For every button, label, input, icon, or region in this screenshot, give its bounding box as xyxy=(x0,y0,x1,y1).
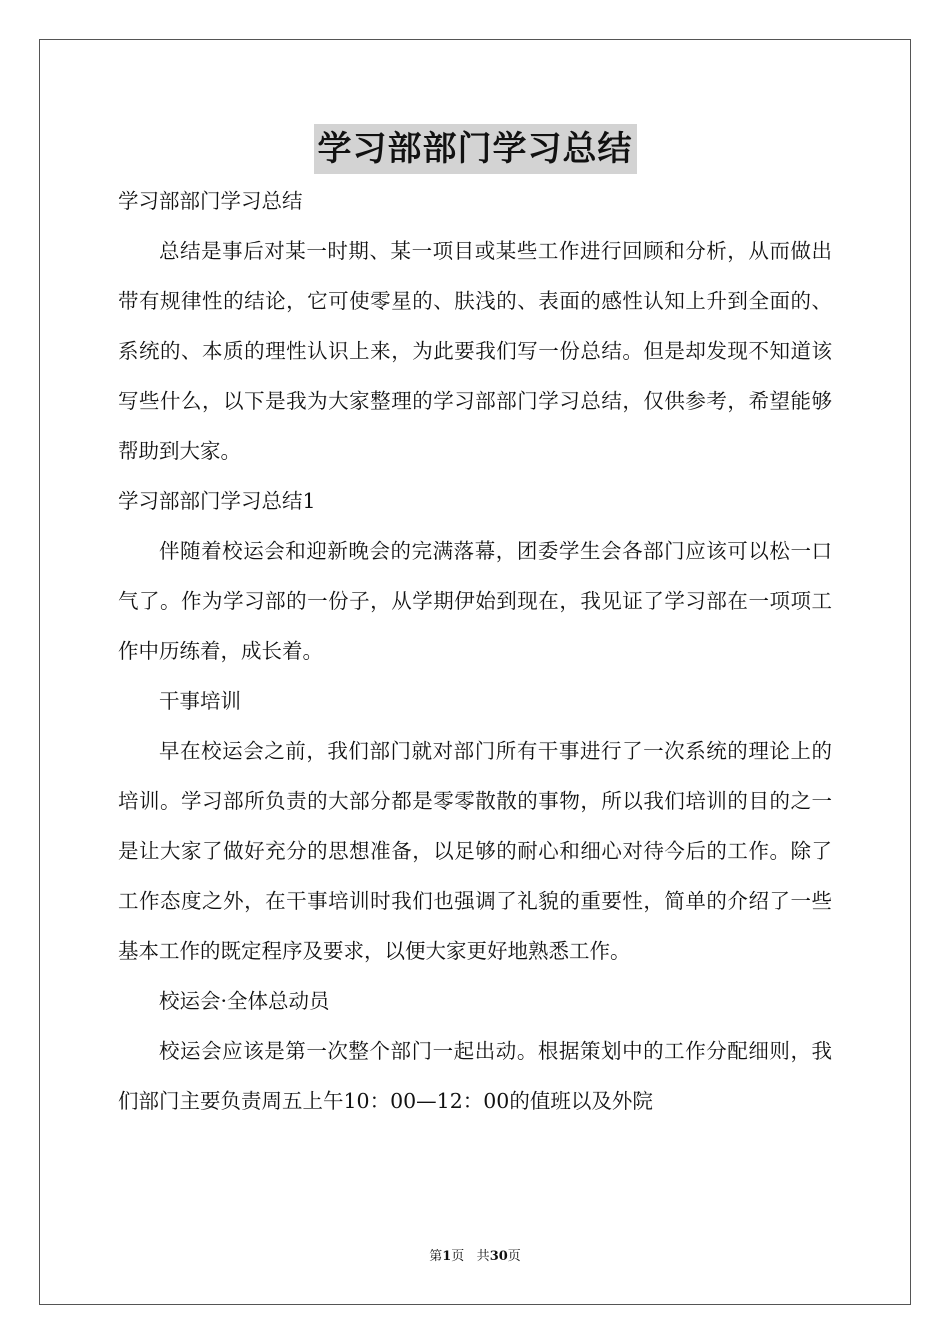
paragraph-training: 早在校运会之前，我们部门就对部门所有干事进行了一次系统的理论上的培训。学习部所负责的大部分都是零零散散的事物，所以我们培训的目的之一是让大家了做好充分的思想准备，以足够的耐心和细心对待今后的工作。除了工作态度之外，在干事培训时我们也强调了礼貌的重要性，简单的介绍了一些基本工作的既定程序及要求，以便大家更好地熟悉工作。 xyxy=(118,739,832,963)
title-container xyxy=(0,124,950,174)
total-pages: 30 xyxy=(489,1249,508,1264)
paragraph-sports-meet: 校运会应该是第一次整个部门一起出动。根据策划中的工作分配细则，我们部门主要负责周五上午10：00—12：00的值班以及外院 xyxy=(118,1039,832,1113)
document-title: 学习部部门学习总结 xyxy=(314,124,637,174)
total-suffix: 页 xyxy=(507,1249,521,1264)
intro-paragraph: 总结是事后对某一时期、某一项目或某些工作进行回顾和分析，从而做出带有规律性的结论，它可使零星的、肤浅的、表面的感性认知上升到全面的、系统的、本质的理性认识上来，为此要我们写一份总结。但是却发现不知道该写些什么，以下是我为大家整理的学习部部门学习总结，仅供参考，希望能够帮助到大家。 xyxy=(118,239,832,463)
subheading-sports-meet: 校运会·全体总动员 xyxy=(159,989,330,1013)
subheading-training: 干事培训 xyxy=(159,689,241,713)
total-prefix: 共 xyxy=(476,1249,490,1264)
page-number: 1 xyxy=(442,1249,452,1264)
paragraph-opening: 伴随着校运会和迎新晚会的完满落幕，团委学生会各部门应该可以松一口气了。作为学习部的一份子，从学期伊始到现在，我见证了学习部在一项项工作中历练着，成长着。 xyxy=(118,539,832,663)
page-prefix: 第 xyxy=(429,1249,443,1264)
subtitle-heading: 学习部部门学习总结 xyxy=(118,189,303,213)
section-heading-1: 学习部部门学习总结1 xyxy=(118,489,316,513)
document-body xyxy=(118,176,832,1126)
page-suffix: 页 xyxy=(451,1249,465,1264)
page-footer xyxy=(0,1248,950,1266)
